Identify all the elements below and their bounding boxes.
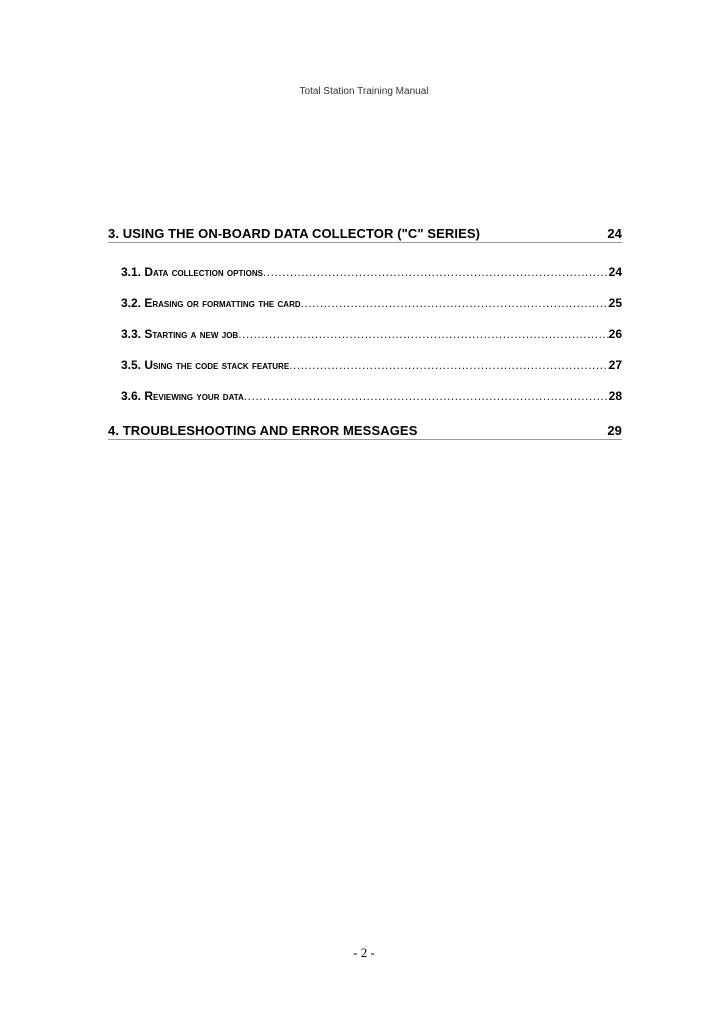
- toc-subsection-3-5[interactable]: [121, 358, 622, 374]
- toc-subsection-3-6[interactable]: [121, 389, 622, 405]
- toc-subsection-page: 26: [608, 327, 622, 341]
- toc-section-3[interactable]: [108, 226, 622, 243]
- toc-dot-leader: [238, 327, 608, 341]
- toc-subsection-page: 28: [608, 389, 622, 403]
- toc-dot-leader: [289, 358, 608, 372]
- toc-dot-leader: [244, 389, 609, 403]
- toc-subsection-3-3[interactable]: [121, 327, 622, 343]
- toc-dot-leader: [301, 296, 609, 310]
- toc-section-title: 3. USING THE ON-BOARD DATA COLLECTOR ("C" SERIES): [108, 226, 481, 241]
- toc-subsection-title: 3.5. Using the code stack feature: [121, 358, 290, 372]
- table-of-contents: [108, 226, 622, 440]
- toc-subsection-3-1[interactable]: [121, 265, 622, 281]
- toc-subsection-title: 3.1. Data collection options: [121, 265, 263, 279]
- toc-section-page: 29: [607, 423, 622, 438]
- toc-subsection-3-2[interactable]: [121, 296, 622, 312]
- toc-subsection-page: 27: [608, 358, 622, 372]
- toc-dot-leader: [263, 265, 609, 279]
- toc-section-4[interactable]: [108, 423, 622, 440]
- page-number: - 2 -: [353, 945, 375, 960]
- toc-subsection-title: 3.2. Erasing or formatting the card: [121, 296, 301, 310]
- running-header: Total Station Training Manual: [299, 86, 429, 97]
- toc-subsection-page: 25: [608, 296, 622, 310]
- toc-subsection-title: 3.3. Starting a new job: [121, 327, 239, 341]
- toc-subsection-page: 24: [608, 265, 622, 279]
- toc-section-page: 24: [607, 226, 622, 241]
- toc-subsection-title: 3.6. Reviewing your data: [121, 389, 244, 403]
- toc-section-title: 4. TROUBLESHOOTING AND ERROR MESSAGES: [108, 423, 418, 438]
